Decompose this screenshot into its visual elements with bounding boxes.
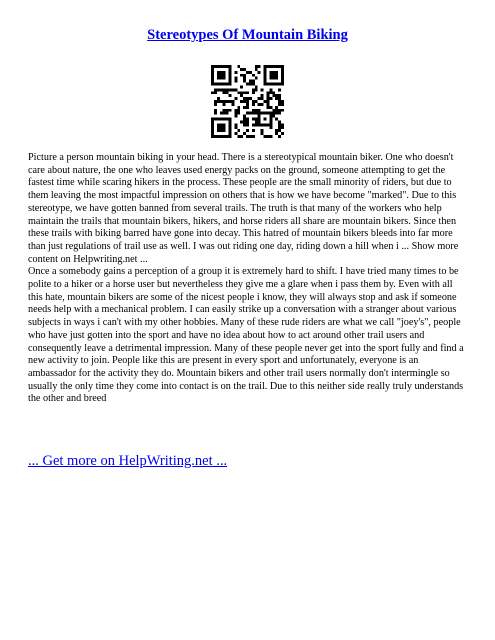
- paragraph-2: Once a somebody gains a perception of a group it is extremely hard to shift. I have tried many times to be polite to a hiker or a horse user but nevertheless they give me a glare when i pass them by. Even with all this hate, mountain bikers are some of the nicest people i know, they will always stop and ask if someone needs help with a mechanical problem. I can easily strike up a conversation with a stranger about various subjects in ways i can't with my other hobbies. Many of these rude riders are what we call "joey's", people who have just gotten into the sport and have no idea about how to act around other trail users and consequently leave a detrimental impression. Many of these people never get into the sport fully and find a new activity to join. People like this are present in every sport and unfortunately, everyone is an ambassador for the activity they do. Mountain bikers and other trail users normally don't intermingle so usually the only time they come into contact is on the trail. Due to this neither side really truly understands the other and breed: [28, 266, 464, 405]
- document-title-link[interactable]: Stereotypes Of Mountain Biking: [147, 27, 348, 43]
- get-more-link[interactable]: ... Get more on HelpWriting.net ...: [28, 453, 228, 469]
- document-body: [28, 152, 468, 406]
- paragraph-1: Picture a person mountain biking in your head. There is a stereotypical mountain biker. One who doesn't care about nature, the one who leaves used energy packs on the ground, someone attempting to get the fastest time while scaring hikers in the process. These people are the small minority of riders, but due to them leaving the most impactful impression on others that is how we have become "marked". Due to this stereotype, we have gotten banned from several trails. The truth is that many of the workers who help maintain the trails that mountain bikers, hikers, and horse riders all share are mountain bikers. Since then these trails with biking barred have gone into decay. This hatred of mountain bikers bleeds into far more than just regulations of trail use as well. I was out riding one day, riding down a hill when i ... Show more content on Helpwriting.net ...: [28, 152, 459, 265]
- qr-code-icon: [211, 65, 284, 138]
